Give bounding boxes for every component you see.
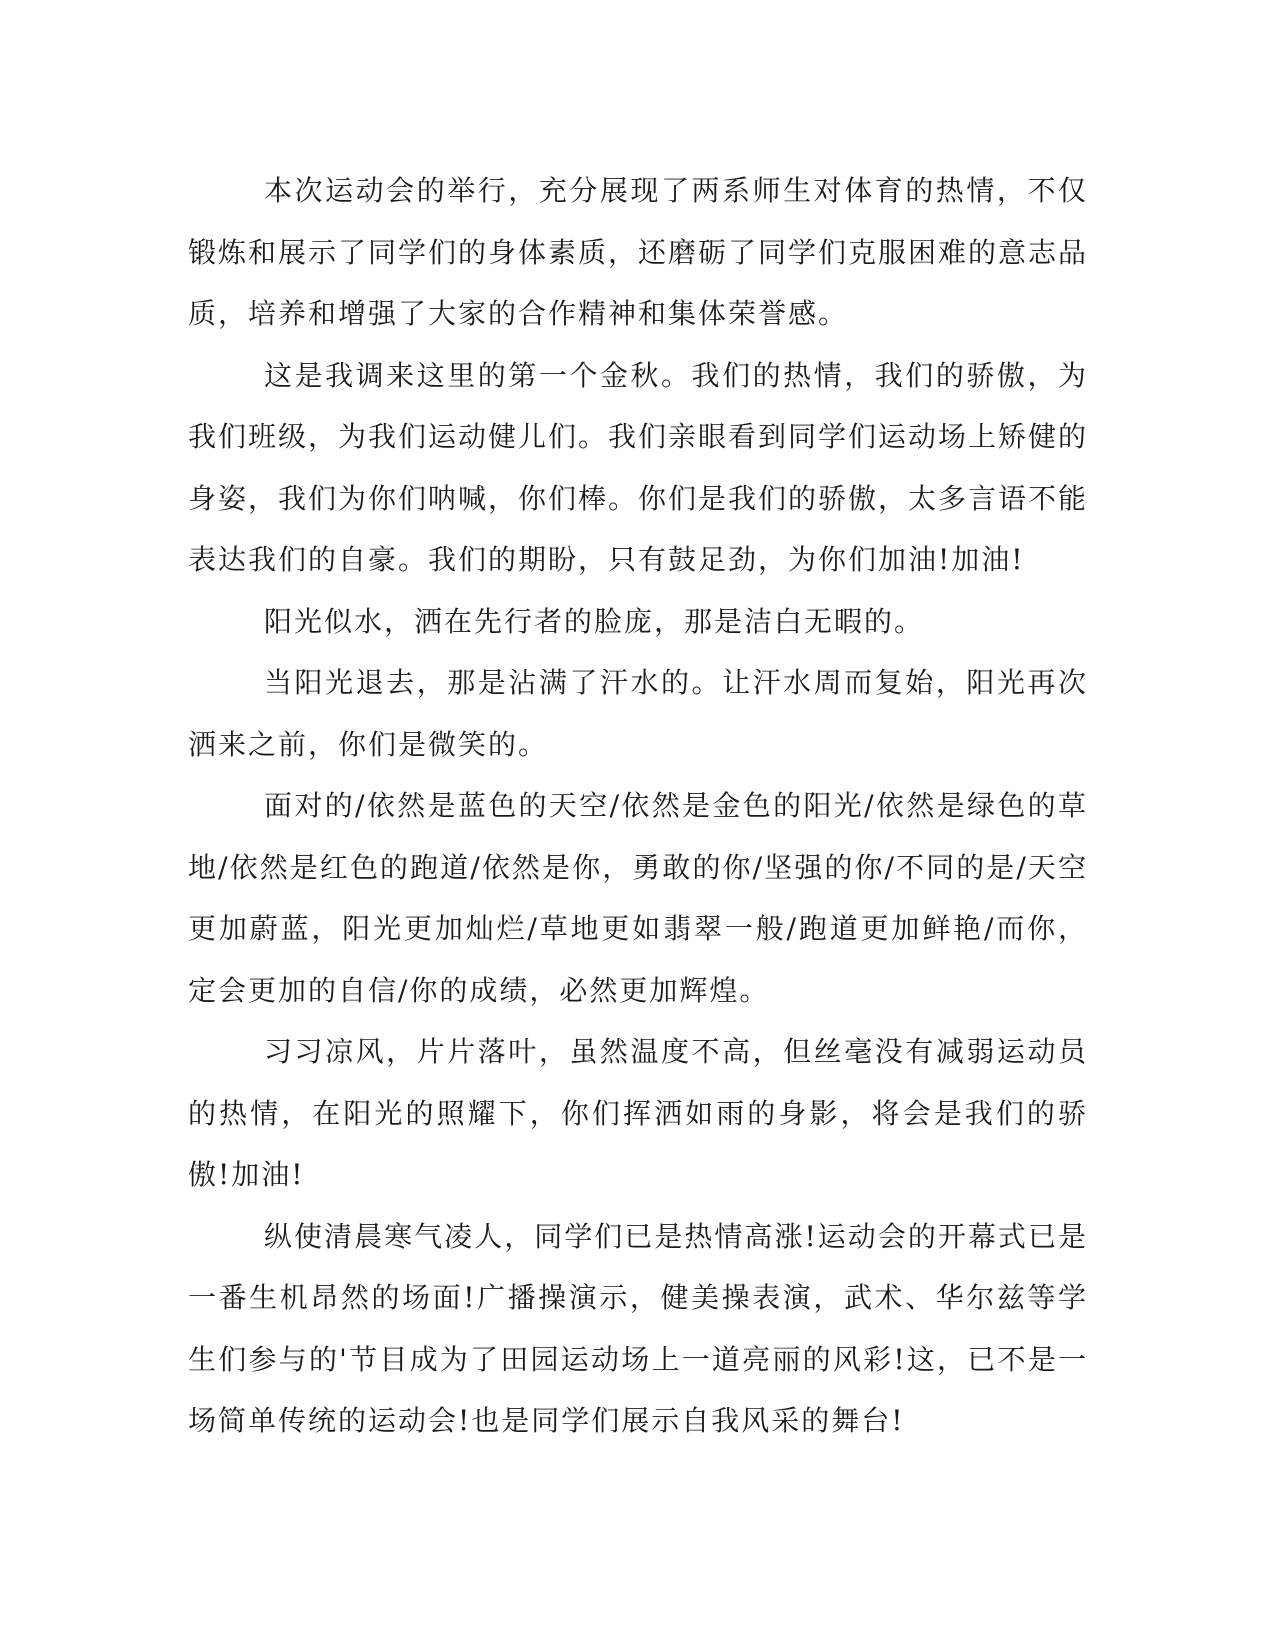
paragraph-3: 阳光似水，洒在先行者的脸庞，那是洁白无暇的。 — [264, 604, 925, 638]
paragraph-6: 习习凉风，片片落叶，虽然温度不高，但丝毫没有减弱运动员的热情，在阳光的照耀下，你们挥洒如雨的身影，将会是我们的骄傲!加油! — [188, 1035, 1088, 1191]
paragraph-5: 面对的/依然是蓝色的天空/依然是金色的阳光/依然是绿色的草地/依然是红色的跑道/依然是你，勇敢的你/坚强的你/不同的是/天空更加蔚蓝，阳光更加灿烂/草地更如翡翠一般/跑道更加鲜艳/而你，定会更加的自信/你的成绩，必然更加辉煌。 — [188, 789, 1088, 1007]
paragraph-2: 这是我调来这里的第一个金秋。我们的热情，我们的骄傲，为我们班级，为我们运动健儿们。我们亲眼看到同学们运动场上矫健的身姿，我们为你们呐喊，你们棒。你们是我们的骄傲，太多言语不能表达我们的自豪。我们的期盼，只有鼓足劲，为你们加油!加油! — [188, 358, 1089, 576]
document-body — [188, 160, 1088, 1452]
paragraph-7: 纵使清晨寒气凌人，同学们已是热情高涨!运动会的开幕式已是一番生机昂然的场面!广播操演示，健美操表演，武术、华尔兹等学生们参与的'节目成为了田园运动场上一道亮丽的风彩!这，已不是一场简单传统的运动会!也是同学们展示自我风采的舞台! — [188, 1219, 1088, 1437]
paragraph-4: 当阳光退去，那是沾满了汗水的。让汗水周而复始，阳光再次洒来之前，你们是微笑的。 — [188, 666, 1088, 761]
paragraph-1: 本次运动会的举行，充分展现了两系师生对体育的热情，不仅锻炼和展示了同学们的身体素质，还磨砺了同学们克服困难的意志品质，培养和增强了大家的合作精神和集体荣誉感。 — [188, 174, 1089, 330]
